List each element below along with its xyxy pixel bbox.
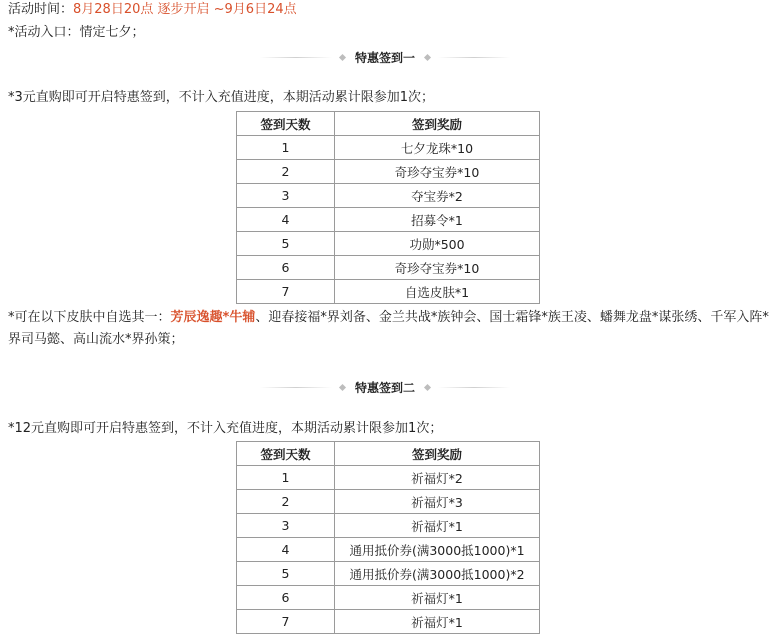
activity-entry: *活动入口：情定七夕； <box>8 25 145 40</box>
reward-cell: 祈福灯*1 <box>335 514 540 538</box>
reward-cell: 通用抵价券(满3000抵1000)*2 <box>335 562 540 586</box>
skin-note-prefix: *可在以下皮肤中自选其一： <box>8 310 171 325</box>
col-day-header: 签到天数 <box>237 442 335 466</box>
section1-title: 特惠签到一 <box>355 50 416 65</box>
table-row <box>237 490 540 514</box>
section2-desc: *12元直购即可开启特惠签到，不计入充值进度，本期活动累计限参加1次； <box>8 421 443 436</box>
divider-diamond-icon <box>424 53 431 60</box>
activity-time-label: 活动时间： <box>8 2 74 17</box>
reward-cell: 七夕龙珠*10 <box>335 136 540 160</box>
reward-cell: 自选皮肤*1 <box>335 280 540 304</box>
skin-note-rest: 、迎春接福*界刘备、金兰共战*族钟会、国士霜锋*族王凌、蟠舞龙盘*谋张绣、千军入阵*界司马懿、高山流水*界孙策； <box>8 310 769 347</box>
col-reward-header: 签到奖励 <box>335 442 540 466</box>
reward-cell: 祈福灯*1 <box>335 610 540 634</box>
section1-desc: *3元直购即可开启特惠签到，不计入充值进度，本期活动累计限参加1次； <box>8 90 435 105</box>
reward-cell: 奇珍夺宝券*10 <box>335 256 540 280</box>
day-cell: 1 <box>237 466 335 490</box>
reward-cell: 祈福灯*2 <box>335 466 540 490</box>
day-cell: 3 <box>237 184 335 208</box>
day-cell: 7 <box>237 610 335 634</box>
table-header-row <box>237 442 540 466</box>
divider-diamond-icon <box>339 53 346 60</box>
table-row <box>237 136 540 160</box>
day-cell: 7 <box>237 280 335 304</box>
divider-rule <box>438 387 510 388</box>
section2-title: 特惠签到二 <box>355 380 416 395</box>
table-row <box>237 280 540 304</box>
reward-cell: 通用抵价券(满3000抵1000)*1 <box>335 538 540 562</box>
table-row <box>237 466 540 490</box>
day-cell: 1 <box>237 136 335 160</box>
activity-time-value: 8月28日20点 逐步开启 ~9月6日24点 <box>73 2 297 17</box>
divider-rule <box>438 57 510 58</box>
reward-cell: 招募令*1 <box>335 208 540 232</box>
day-cell: 5 <box>237 562 335 586</box>
day-cell: 4 <box>237 208 335 232</box>
table-row <box>237 208 540 232</box>
reward-cell: 夺宝券*2 <box>335 184 540 208</box>
col-day-header: 签到天数 <box>237 112 335 136</box>
divider-rule <box>260 387 332 388</box>
day-cell: 2 <box>237 160 335 184</box>
activity-time <box>8 1 297 19</box>
skin-note-highlight: 芳辰逸趣*牛辅 <box>170 310 256 325</box>
table-row <box>237 232 540 256</box>
table-row <box>237 514 540 538</box>
day-cell: 2 <box>237 490 335 514</box>
reward-cell: 功勋*500 <box>335 232 540 256</box>
reward-cell: 祈福灯*1 <box>335 586 540 610</box>
day-cell: 4 <box>237 538 335 562</box>
table-header-row <box>237 112 540 136</box>
reward-cell: 奇珍夺宝券*10 <box>335 160 540 184</box>
table-row <box>237 256 540 280</box>
table-row <box>237 562 540 586</box>
day-cell: 5 <box>237 232 335 256</box>
divider-diamond-icon <box>424 383 431 390</box>
reward-cell: 祈福灯*3 <box>335 490 540 514</box>
col-reward-header: 签到奖励 <box>335 112 540 136</box>
divider-diamond-icon <box>339 383 346 390</box>
skin-choice-note <box>8 307 773 351</box>
section1-reward-table <box>236 111 540 304</box>
table-row <box>237 586 540 610</box>
section1-divider <box>260 48 510 66</box>
section2-reward-table <box>236 441 540 634</box>
table-row <box>237 538 540 562</box>
table-row <box>237 160 540 184</box>
table-row <box>237 184 540 208</box>
divider-rule <box>260 57 332 58</box>
day-cell: 6 <box>237 256 335 280</box>
section2-divider <box>260 378 510 396</box>
day-cell: 6 <box>237 586 335 610</box>
table-row <box>237 610 540 634</box>
day-cell: 3 <box>237 514 335 538</box>
